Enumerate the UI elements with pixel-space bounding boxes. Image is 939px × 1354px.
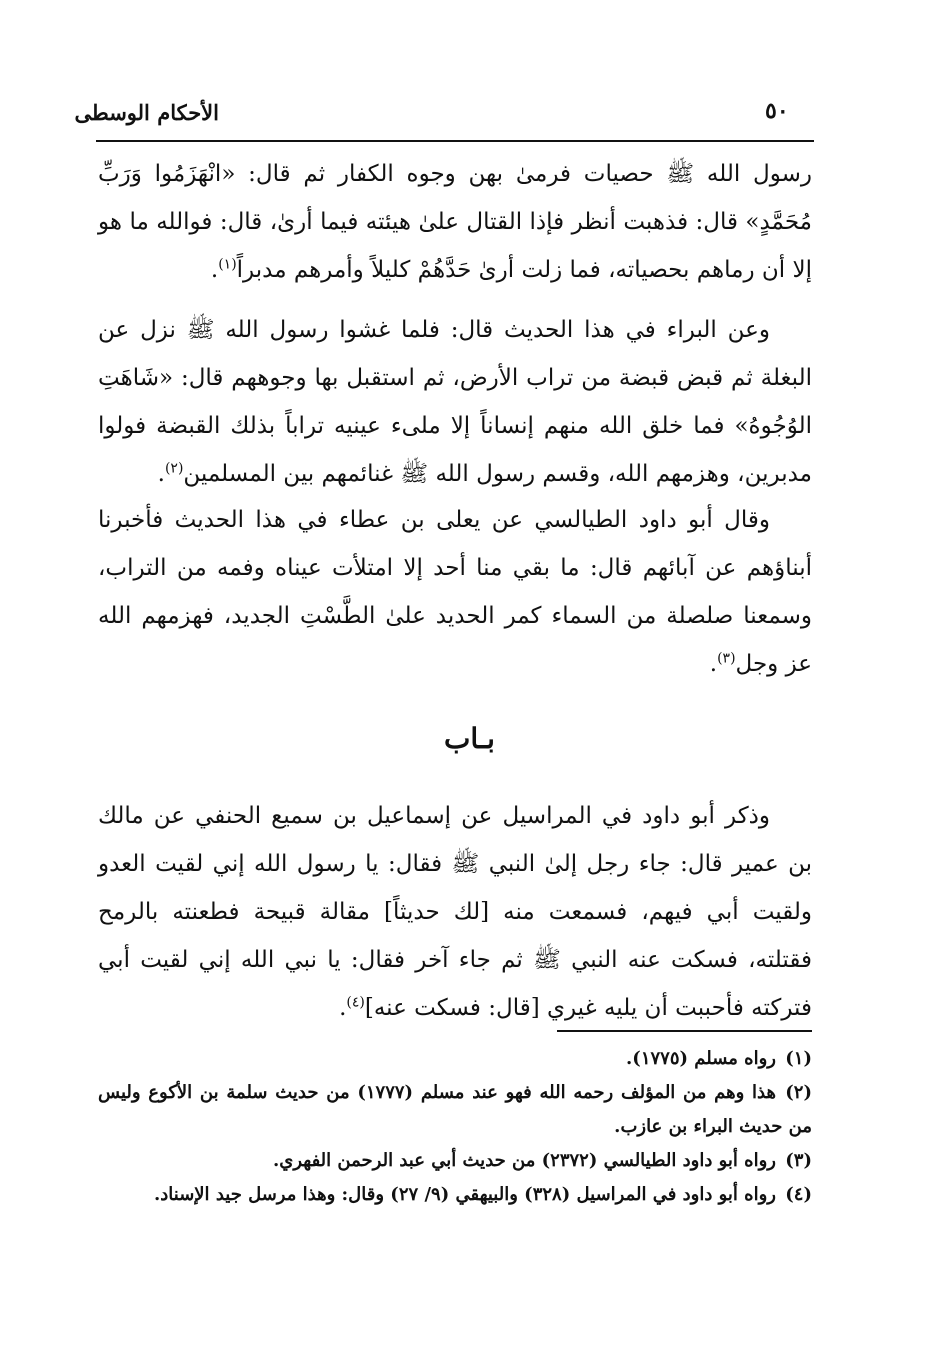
footnote-4 [98,1178,812,1212]
footnote-text: رواه أبو داود الطيالسي (٢٣٧٢) من حديث أبي عبد الرحمن الفهري. [272,1150,776,1171]
paragraph-2-text: وعن البراء في هذا الحديث قال: فلما غشوا رسول الله ﷺ نزل عن البغلة ثم قبض قبضة من تراب الأرض، ثم استقبل بها وجوههم قال: «شَاهَتِ الوُجُوهُ» فما خلق الله منهم إنساناً إلا ملىء عينيه تراباً بذلك القبضة فولوا مدبرين، وهزمهم الله، وقسم رسول الله ﷺ غنائمهم بين المسلمين [98,317,812,487]
footnote-2 [98,1076,812,1144]
page-number: ٥٠ [765,98,789,124]
footnote-3 [98,1144,812,1178]
header-rule [96,140,814,142]
footnote-rule [557,1030,812,1032]
footnote-number: (٣) [785,1150,812,1171]
footnote-number: (١) [785,1048,812,1069]
paragraph-1 [98,150,812,294]
paragraph-4-text: وذكر أبو داود في المراسيل عن إسماعيل بن سميع الحنفي عن مالك بن عمير قال: جاء رجل إلىٰ النبي ﷺ فقال: يا رسول الله إني لقيت العدو ولقيت أبي فيهم، فسمعت منه [لك حديثاً] مقالة قبيحة فطعنته بالرمح فقتلته، فسكت عنه النبي ﷺ ثم جاء آخر فقال: يا نبي الله إني لقيت أبي فتركته فأحببت أن يليه غيري [قال: فسكت عنه] [98,803,812,1021]
paragraph-1-text: رسول الله ﷺ حصيات فرمىٰ بهن وجوه الكفار ثم قال: «انْهَزَمُوا وَرَبِّ مُحَمَّدٍ» قال: فذهبت أنظر فإذا القتال علىٰ هيئته فيما أرىٰ، قال: فوالله ما هو إلا أن رماهم بحصياته، فما زلت أرىٰ حَدَّهُمْ كليلاً وأمرهم مدبراً [98,161,812,283]
footnote-ref-1: (١) [218,256,237,273]
running-title: الأحكام الوسطى [74,100,219,125]
footnote-text: رواه مسلم (١٧٧٥). [626,1048,776,1069]
section-heading: بـاب [444,722,495,755]
footnote-ref-3: (٣) [717,650,736,667]
footnote-number: (٢) [785,1082,812,1103]
footnote-number: (٤) [785,1184,812,1205]
paragraph-4 [98,792,812,1032]
footnote-ref-2: (٢) [164,460,184,477]
paragraph-2-end: . [157,461,165,487]
paragraph-1-end: . [210,257,219,283]
footnote-1 [98,1042,812,1076]
footnote-ref-4: (٤) [346,994,365,1011]
footnote-text: رواه أبو داود في المراسيل (٣٢٨) والبيهقي (٩/ ٢٧) وقال: وهذا مرسل جيد الإسناد. [154,1184,776,1205]
paragraph-3-text: وقال أبو داود الطيالسي عن يعلى بن عطاء في هذا الحديث فأخبرنا أبناؤهم عن آبائهم قال: ما بقي منا أحد إلا امتلأت عيناه وفمه من التراب، وسمعنا صلصلة من السماء كمر الحديد علىٰ الطَّسْتِ الجديد، فهزمهم الله عز وجل [98,507,812,677]
paragraph-4-end: . [339,995,347,1021]
footnote-text: هذا وهم من المؤلف رحمه الله فهو عند مسلم (١٧٧٧) من حديث سلمة بن الأكوع وليس من حديث البراء بن عازب. [98,1082,812,1137]
paragraph-3 [98,496,812,688]
paragraph-2 [98,306,812,498]
paragraph-3-end: . [709,651,718,677]
footnotes [98,1042,812,1212]
